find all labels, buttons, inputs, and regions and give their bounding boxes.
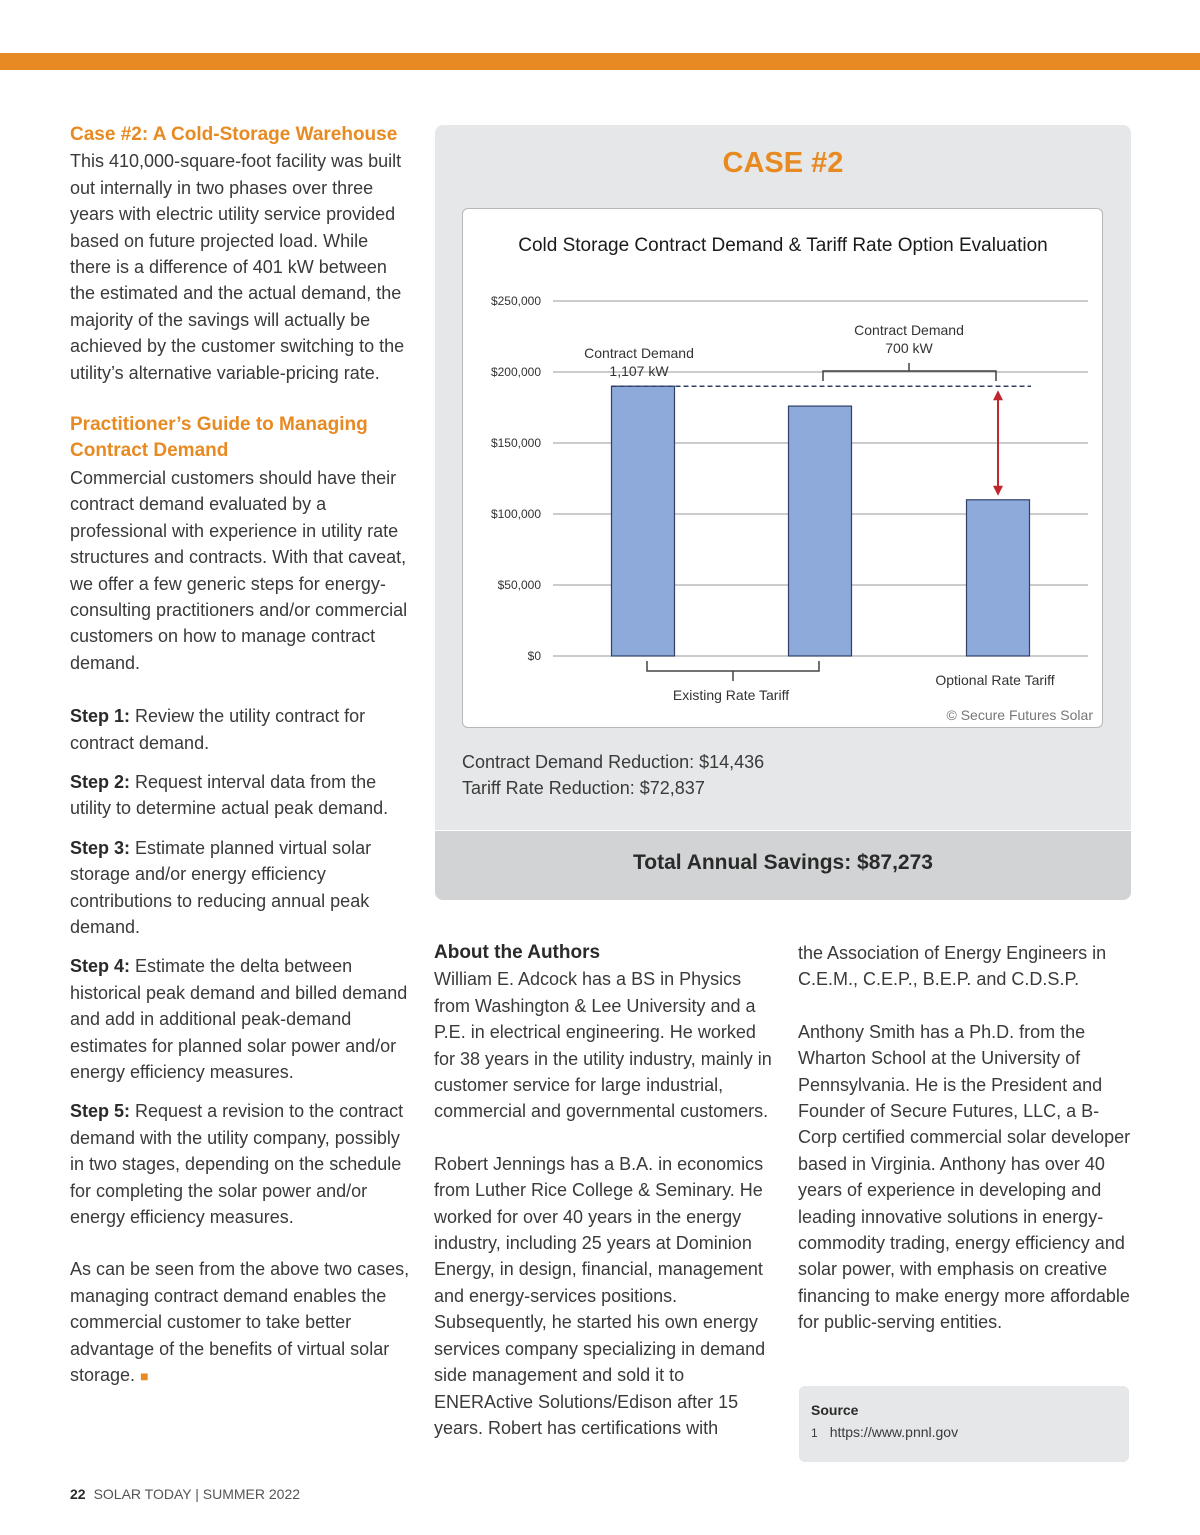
- chart-title: Cold Storage Contract Demand & Tariff Rate Option Evaluation: [518, 235, 1048, 256]
- total-savings-bar: [435, 831, 1131, 900]
- step-5: [70, 1098, 410, 1230]
- jennings-bio: Robert Jennings has a B.A. in economics from Luther Rice College & Seminary. He worked for over 40 years in the energy industry, including 25 years at Dominion Energy, in design, financial, management and energy-services positions. Subsequently, he started his own energy services company specializing in demand side management and sold it to ENERActive Solutions/Edison after 15 years. Robert has certifications with: [434, 1153, 766, 1438]
- existing-tariff-label: Existing Rate Tariff: [672, 687, 790, 703]
- left-column: [70, 122, 410, 1389]
- y-tick-label: $250,000: [490, 294, 541, 308]
- authors-column-middle: [434, 940, 774, 1441]
- source-line: [811, 1424, 1117, 1440]
- authors-column-right: [798, 940, 1138, 1336]
- arrowhead: [993, 390, 1003, 400]
- source-link[interactable]: https://www.pnnl.gov: [829, 1424, 959, 1440]
- contract-demand-reduction: Contract Demand Reduction: $14,436: [462, 752, 765, 772]
- step-text: Estimate planned virtual solar storage and/or energy efficiency contributions to reducing annual peak demand.: [70, 837, 372, 937]
- optional-tariff-label: Optional Rate Tariff: [935, 672, 1055, 688]
- jennings-bio-continued: the Association of Energy Engineers in C.E.M., C.E.P., B.E.P. and C.D.S.P.: [798, 943, 1107, 990]
- cd2-label-line1: Contract Demand: [854, 322, 964, 338]
- guide-heading: Practitioner’s Guide to Managing Contract Demand: [70, 414, 368, 462]
- guide-paragraph: Commercial customers should have their contract demand evaluated by a professional with experience in utility rate structures and contracts. With that caveat, we offer a few generic steps for energy-consulting practitioners and/or commercial customers on how to manage contract demand.: [70, 467, 408, 673]
- case-box: [435, 125, 1131, 830]
- adcock-bio: William E. Adcock has a BS in Physics from Washington & Lee University and a P.E. in electrical engineering. He worked for 38 years in the utility industry, mainly in customer service for large industrial, commercial and governmental customers.: [434, 969, 772, 1122]
- bar-chart: [463, 209, 1104, 729]
- conclusion-paragraph: [70, 1256, 410, 1389]
- tariff-rate-reduction: Tariff Rate Reduction: $72,837: [462, 778, 705, 799]
- step-text: Estimate the delta between historical peak demand and billed demand and add in additional peak-demand estimates for planned solar power and/or energy efficiency measures.: [70, 956, 408, 1082]
- step-1: [70, 703, 410, 756]
- step-label: Step 3:: [70, 837, 131, 858]
- y-tick-label: $200,000: [490, 365, 541, 379]
- publication-info: SOLAR TODAY | SUMMER 2022: [93, 1486, 301, 1502]
- y-tick-label: $150,000: [490, 436, 541, 450]
- chart-credit: © Secure Futures Solar: [946, 707, 1093, 723]
- bar: [612, 386, 675, 656]
- chart-card: [462, 208, 1103, 728]
- smith-bio: Anthony Smith has a Ph.D. from the Wharton School at the University of Pennsylvania. He is the President and Founder of Secure Futures, LLC, a B-Corp certified commercial solar developer based in Virginia. Anthony has over 40 years of experience in developing and leading innovative solutions in energy-commodity trading, energy efficiency and solar power, with emphasis on creative financing to make energy more affordable for public-serving entities.: [798, 1021, 1131, 1333]
- step-2: [70, 769, 410, 822]
- step-4: [70, 953, 410, 1085]
- step-label: Step 4:: [70, 956, 131, 977]
- cd1-label-line2: 1,107 kW: [609, 363, 669, 379]
- reduction-block: [462, 749, 764, 802]
- y-tick-label: $50,000: [497, 578, 541, 592]
- end-mark-icon: ■: [140, 1368, 149, 1385]
- y-tick-label: $0: [527, 649, 541, 663]
- existing-bracket: [647, 661, 819, 681]
- case-title: CASE #2: [722, 147, 844, 179]
- y-tick-label: $100,000: [490, 507, 541, 521]
- cd1-label-line1: Contract Demand: [584, 345, 694, 361]
- page-number: 22: [70, 1486, 86, 1502]
- source-box: [799, 1386, 1129, 1462]
- step-3: [70, 835, 410, 941]
- total-savings-text: Total Annual Savings: $87,273: [633, 851, 933, 874]
- case2-heading: Case #2: A Cold-Storage Warehouse: [70, 124, 398, 145]
- step-text: Request a revision to the contract demand with the utility company, possibly in two stages, depending on the schedule for completing the solar power and/or energy efficiency measures.: [70, 1101, 404, 1228]
- step-label: Step 1:: [70, 706, 131, 727]
- bar: [789, 406, 852, 656]
- step-text: Review the utility contract for contract demand.: [70, 706, 366, 753]
- cd2-label-line2: 700 kW: [885, 340, 933, 356]
- source-label: Source: [811, 1402, 859, 1418]
- source-number: 1: [811, 1426, 818, 1440]
- case2-paragraph: This 410,000-square-foot facility was built out internally in two phases over three years with electric utility service provided based on future projected load. While there is a difference of 401 kW between the estimated and the actual demand, the majority of the savings will actually be achieved by the customer switching to the utility’s alternative variable-pricing rate.: [70, 151, 405, 383]
- page-footer: [70, 1486, 300, 1502]
- bar: [967, 500, 1030, 656]
- arrowhead: [993, 486, 1003, 496]
- step-label: Step 5:: [70, 1101, 131, 1122]
- step-label: Step 2:: [70, 771, 131, 792]
- authors-heading: About the Authors: [434, 942, 601, 963]
- step-text: Request interval data from the utility to determine actual peak demand.: [70, 771, 389, 819]
- top-accent-bar: [0, 53, 1200, 70]
- conclusion-text: As can be seen from the above two cases, managing contract demand enables the commercial customer to take better advantage of the benefits of virtual solar storage.: [70, 1259, 410, 1386]
